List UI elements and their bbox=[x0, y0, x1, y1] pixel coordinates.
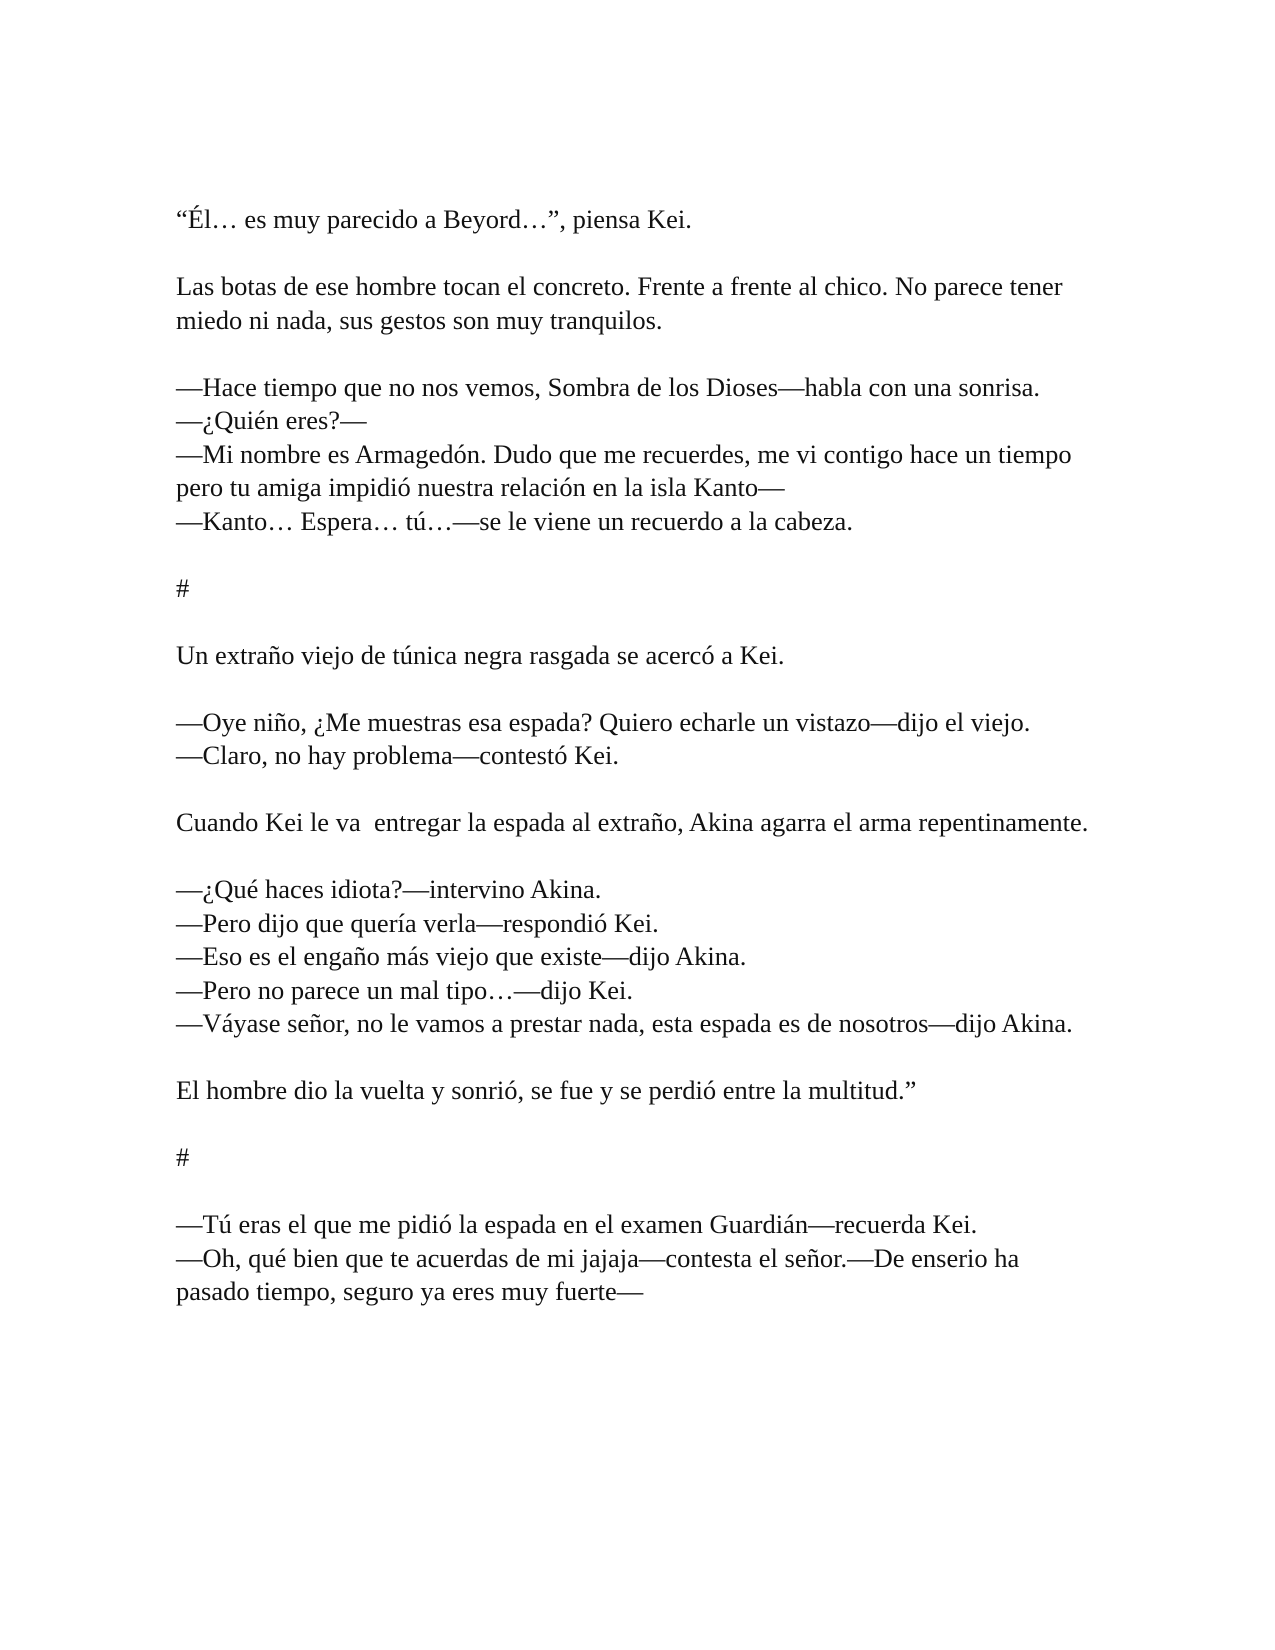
paragraph: El hombre dio la vuelta y sonrió, se fue y se perdió entre la multitud.” bbox=[176, 1075, 917, 1105]
scene-break: # bbox=[176, 1142, 190, 1172]
dialogue-line: —Eso es el engaño más viejo que existe—dijo Akina. bbox=[176, 941, 747, 971]
dialogue-line: —Hace tiempo que no nos vemos, Sombra de los Dioses—habla con una sonrisa. bbox=[176, 371, 1041, 402]
paragraph: Las botas de ese hombre tocan el concreto. Frente a frente al chico. No parece tener miedo ni nada, sus gestos son muy tranquilos. bbox=[176, 271, 1070, 335]
dialogue-line: —Pero no parece un mal tipo…—dijo Kei. bbox=[176, 974, 634, 1005]
paragraph-gap bbox=[176, 605, 1096, 639]
dialogue-line: —¿Qué haces idiota?—intervino Akina. bbox=[176, 874, 602, 904]
scene-break: # bbox=[176, 572, 190, 603]
paragraph-gap bbox=[176, 337, 1096, 371]
paragraph: “Él… es muy parecido a Beyord…”, piensa Kei. bbox=[176, 204, 692, 234]
paragraph-gap bbox=[176, 773, 1096, 807]
paragraph-gap bbox=[176, 237, 1096, 271]
document-page bbox=[176, 203, 1096, 1309]
dialogue-line: —Kanto… Espera… tú…—se le viene un recuerdo a la cabeza. bbox=[176, 505, 853, 536]
paragraph-gap bbox=[176, 672, 1096, 706]
dialogue-line: —¿Quién eres?— bbox=[176, 405, 367, 435]
paragraph-gap bbox=[176, 1108, 1096, 1142]
dialogue-line: —Váyase señor, no le vamos a prestar nada, esta espada es de nosotros—dijo Akina. bbox=[176, 1008, 1073, 1038]
paragraph-gap bbox=[176, 840, 1096, 874]
paragraph: Un extraño viejo de túnica negra rasgada se acercó a Kei. bbox=[176, 639, 785, 670]
dialogue-line: —Tú eras el que me pidió la espada en el examen Guardián—recuerda Kei. bbox=[176, 1209, 978, 1239]
paragraph-gap bbox=[176, 1041, 1096, 1075]
paragraph-gap bbox=[176, 538, 1096, 572]
dialogue-line: —Oye niño, ¿Me muestras esa espada? Quiero echarle un vistazo—dijo el viejo. bbox=[176, 706, 1031, 737]
dialogue-line: —Oh, qué bien que te acuerdas de mi jajaja—contesta el señor.—De enserio ha pasado tiempo, seguro ya eres muy fuerte— bbox=[176, 1242, 1026, 1306]
dialogue-line: —Mi nombre es Armagedón. Dudo que me recuerdes, me vi contigo hace un tiempo pero tu amiga impidió nuestra relación en la isla Kanto— bbox=[176, 438, 1079, 502]
paragraph-gap bbox=[176, 1175, 1096, 1209]
paragraph: Cuando Kei le va entregar la espada al extraño, Akina agarra el arma repentinamente. bbox=[176, 807, 1089, 837]
dialogue-line: —Claro, no hay problema—contestó Kei. bbox=[176, 740, 620, 770]
dialogue-line: —Pero dijo que quería verla—respondió Kei. bbox=[176, 907, 659, 938]
